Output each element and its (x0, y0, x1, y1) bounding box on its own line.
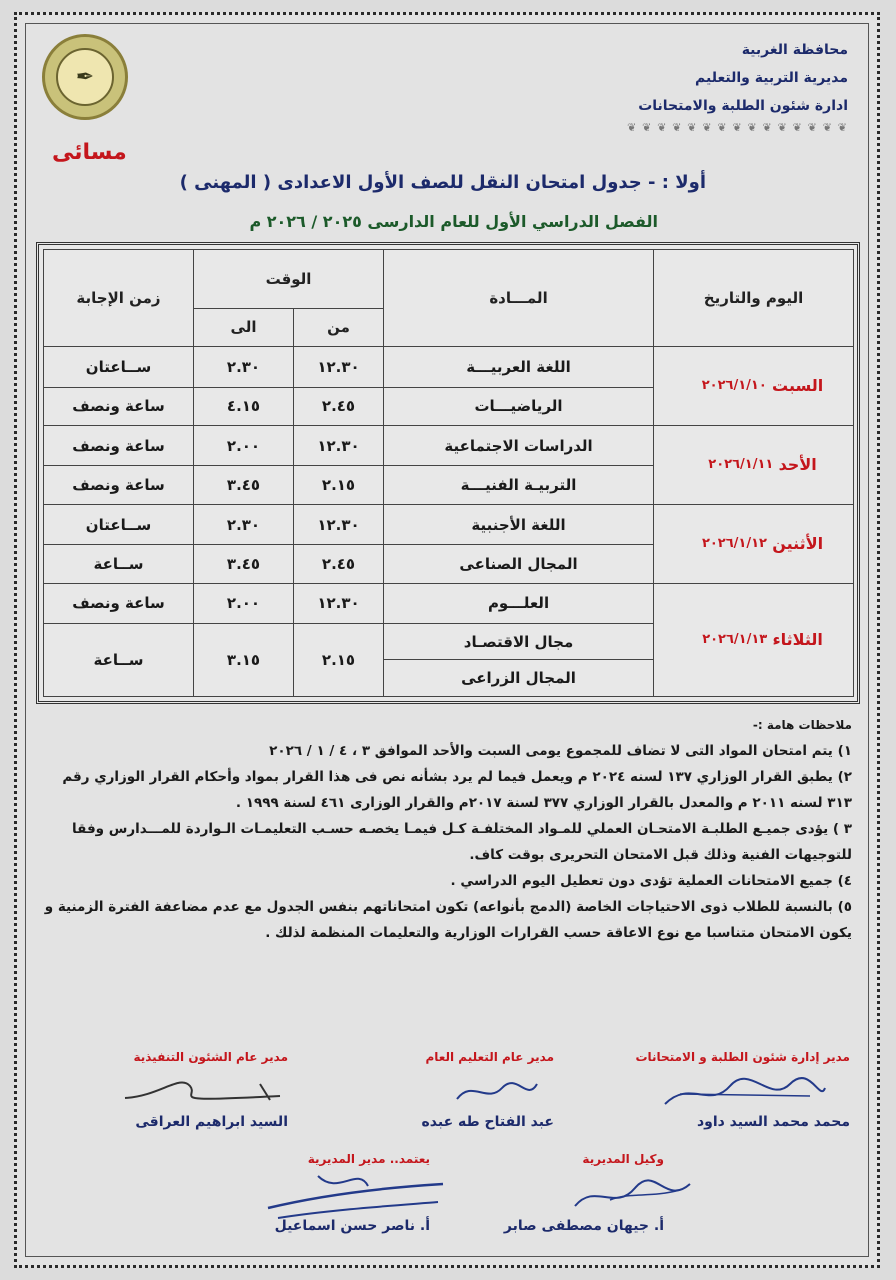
handwritten-signature-icon (660, 1074, 830, 1114)
duration-cell: ساعة ونصف (44, 466, 194, 504)
subject-cell: اللغة الأجنبية (384, 504, 654, 544)
shift-label: مسائى (52, 140, 127, 165)
governorate-name: محافظة الغربية (741, 42, 848, 58)
schedule-table-frame (36, 242, 860, 704)
to-cell: ٢.٠٠ (194, 583, 294, 623)
governorate-logo (42, 34, 128, 120)
day-date: ٢٠٢٦/١/١٣ (702, 632, 768, 648)
from-cell: ١٢.٣٠ (294, 583, 384, 623)
decorative-divider: ❦ ❦ ❦ ❦ ❦ ❦ ❦ ❦ ❦ ❦ ❦ ❦ ❦ ❦ ❦ (627, 121, 848, 134)
from-cell: ٢.٤٥ (294, 387, 384, 425)
day-name: السبت (772, 376, 824, 396)
from-cell: ٢.١٥ (294, 624, 384, 697)
handwritten-signature-icon (258, 1166, 448, 1236)
department-name: ادارة شئون الطلبة والامتحانات (638, 98, 848, 114)
signatory-role: يعتمد.. مدير المديرية (307, 1152, 430, 1166)
table-row (44, 425, 854, 465)
note-item: ٤) جميع الامتحانات العملية تؤدى دون تعطيل اليوم الدراسي . (450, 873, 852, 889)
note-item: ٣ ) يؤدى جميـع الطلبـة الامتحـان العملي للمـواد المختلفـة كـل فيمـا يخصـه حسـب التعليمـات الـواردة للمـــدارس وفقا للتوجيهات الفنية وذلك قبل الامتحان التحريرى بوقت كاف. (72, 821, 852, 863)
duration-cell: ساعة ونصف (44, 425, 194, 465)
notes-section (44, 712, 852, 946)
header-duration: زمن الإجابة (44, 250, 194, 347)
handwritten-signature-icon (452, 1074, 542, 1110)
exam-schedule-table (43, 249, 854, 697)
day-name: الأثنين (772, 534, 824, 554)
pen-emblem-icon: ✒ (56, 48, 114, 106)
subject-cell: العلـــوم (384, 583, 654, 623)
to-cell: ٢.٣٠ (194, 347, 294, 387)
from-cell: ٢.١٥ (294, 466, 384, 504)
day-cell (654, 425, 854, 504)
day-date: ٢٠٢٦/١/١١ (708, 457, 774, 473)
from-cell: ١٢.٣٠ (294, 425, 384, 465)
note-item: ٥) بالنسبة للطلاب ذوى الاحتياجات الخاصة (الدمج بأنواعه) تكون امتحاناتهم بنفس الجدول مع عدم مضاعفة الفترة الزمنية و يكون الامتحان متناسبا مع نوع الاعاقة حسب القرارات الوزارية والتعليمات المنظمة لذلك . (44, 899, 852, 941)
to-cell: ٣.٤٥ (194, 545, 294, 583)
note-item: ١) يتم امتحان المواد التى لا تضاف للمجموع يومى السبت والأحد الموافق ٣ ، ٤ / ١ / ٢٠٢٦ (269, 743, 852, 759)
subject-cell: الرياضيـــات (384, 387, 654, 425)
duration-cell: ساعة ونصف (44, 387, 194, 425)
day-date: ٢٠٢٦/١/١٠ (701, 378, 767, 394)
signatory-name: أ. ناصر حسن اسماعيل (274, 1218, 430, 1234)
signatory-role: مدير عام التعليم العام (425, 1050, 554, 1064)
note-item: ٢) يطبق القرار الوزاري ١٣٧ لسنه ٢٠٢٤ م ويعمل فيما لم يرد بشأنه نص فى هذا القرار بمواد وأحكام القرار الوزاري رقم ٣١٣ لسنه ٢٠١١ م والمعدل بالقرار الوزاري ٣٧٧ لسنة ٢٠١٧م والقرار الوزارى ٤٦١ لسنة ١٩٩٩ . (62, 769, 852, 811)
day-cell (654, 504, 854, 583)
directorate-name: مديرية التربية والتعليم (695, 70, 848, 86)
day-name: الثلاثاء (772, 630, 823, 650)
subject-cell: اللغة العربيـــة (384, 347, 654, 387)
duration-cell: ساعة ونصف (44, 583, 194, 623)
signatory-name: أ. جيهان مصطفى صابر (503, 1218, 664, 1234)
subject-cell: مجال الاقتصـاد (384, 624, 654, 660)
day-date: ٢٠٢٦/١/١٢ (701, 536, 767, 552)
duration-cell: ســاعتان (44, 504, 194, 544)
signatory-name: السيد ابراهيم العراقى (135, 1114, 288, 1130)
header-time: الوقت (194, 250, 384, 309)
to-cell: ٣.١٥ (194, 624, 294, 697)
from-cell: ١٢.٣٠ (294, 347, 384, 387)
table-row (44, 504, 854, 544)
subject-cell: المجال الزراعى (384, 660, 654, 697)
duration-cell: ســاعتان (44, 347, 194, 387)
signatory-name: محمد محمد السيد داود (696, 1114, 850, 1130)
header-subject: المـــادة (384, 250, 654, 347)
header-to: الى (194, 308, 294, 346)
to-cell: ٢.٠٠ (194, 425, 294, 465)
handwritten-signature-icon (120, 1066, 290, 1106)
notes-heading: ملاحظات هامة :- (752, 718, 852, 732)
signatory-name: عبد الفتاح طه عبده (421, 1114, 554, 1130)
term-subtitle: الفصل الدراسي الأول للعام الدارسى ٢٠٢٥ / ٢٠٢٦ م (249, 212, 658, 231)
table-row (44, 583, 854, 623)
header-day-date: اليوم والتاريخ (654, 250, 854, 347)
subject-cell: التربيـة الفنيـــة (384, 466, 654, 504)
to-cell: ٢.٣٠ (194, 504, 294, 544)
subject-cell: الدراسات الاجتماعية (384, 425, 654, 465)
day-cell (654, 347, 854, 426)
day-name: الأحد (778, 455, 817, 475)
from-cell: ١٢.٣٠ (294, 504, 384, 544)
page-title: أولا : - جدول امتحان النقل للصف الأول الاعدادى ( المهنى ) (179, 172, 706, 193)
signatory-role: مدير عام الشئون التنفيذية (133, 1050, 288, 1064)
subject-cell: المجال الصناعى (384, 545, 654, 583)
table-row (44, 347, 854, 387)
to-cell: ٣.٤٥ (194, 466, 294, 504)
duration-cell: ســاعة (44, 624, 194, 697)
signatory-role: وكيل المديرية (582, 1152, 664, 1166)
duration-cell: ســاعة (44, 545, 194, 583)
from-cell: ٢.٤٥ (294, 545, 384, 583)
to-cell: ٤.١٥ (194, 387, 294, 425)
signatory-role: مدير إدارة شئون الطلبة و الامتحانات (635, 1050, 850, 1064)
day-cell (654, 583, 854, 696)
handwritten-signature-icon (570, 1172, 700, 1216)
header-from: من (294, 308, 384, 346)
issuer-header (627, 36, 848, 136)
